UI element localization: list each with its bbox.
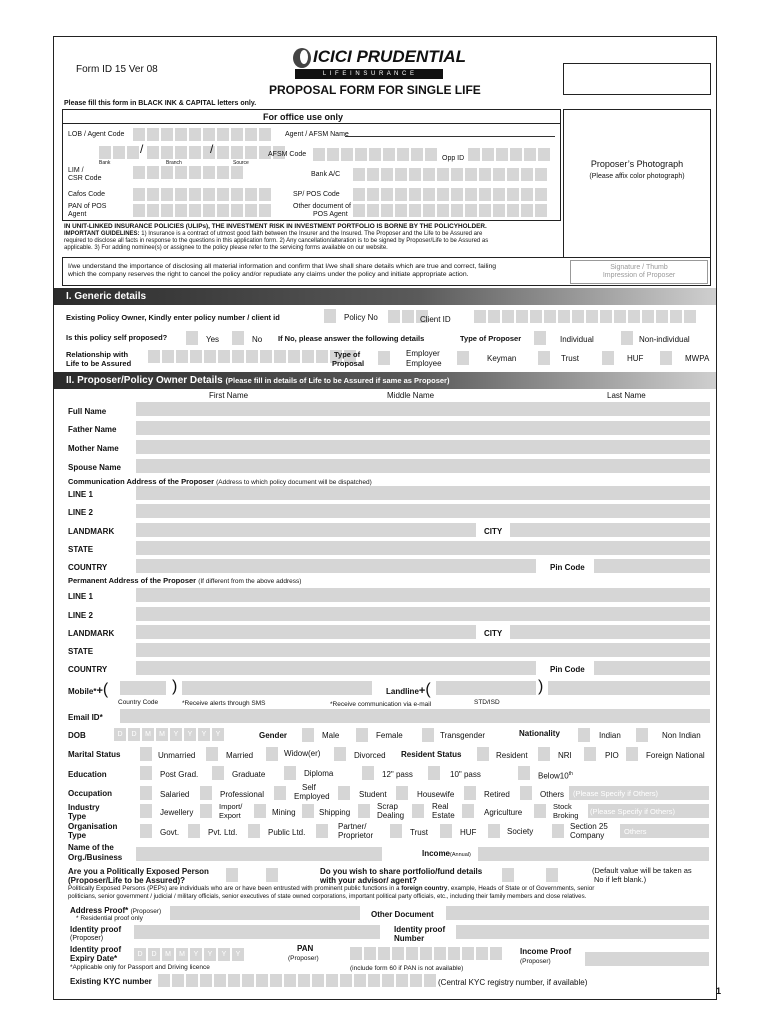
existing-owner-label: Existing Policy Owner, Kindly enter policy number / client id <box>66 313 280 322</box>
spouse-name-label: Spouse Name <box>68 463 121 472</box>
comm-line2-label: LINE 2 <box>68 508 93 517</box>
divorced-checkbox[interactable] <box>334 747 346 761</box>
individual-label: Individual <box>560 335 594 344</box>
perm-state-label: STATE <box>68 647 94 656</box>
pos-agent-label: POS Agent <box>313 211 348 218</box>
foreign-checkbox[interactable] <box>626 747 638 761</box>
landline-number-field[interactable] <box>548 681 710 695</box>
instruction: Please fill this form in BLACK INK & CAPITAL letters only. <box>64 100 257 107</box>
marital-label: Marital Status <box>68 750 121 759</box>
comm-city-field[interactable] <box>510 523 710 537</box>
non-individual-checkbox[interactable] <box>621 331 633 345</box>
csr-label: CSR Code <box>68 175 102 182</box>
resident-label: Resident <box>496 751 528 760</box>
self-proposed-box[interactable] <box>186 331 198 345</box>
office-stamp-box <box>563 63 711 95</box>
self-employed-checkbox[interactable] <box>274 786 286 800</box>
keyman-checkbox[interactable] <box>457 351 469 365</box>
income-proof-field[interactable] <box>585 952 709 966</box>
brand-name: ICICI PRUDENTIAL <box>313 47 466 66</box>
nri-checkbox[interactable] <box>538 747 550 761</box>
default-note1: (Default value will be taken as <box>592 866 692 875</box>
self-yes-label: Yes <box>206 335 220 344</box>
pan-label: PAN <box>297 944 314 953</box>
pep-question1: Are you a Politically Exposed Person <box>68 867 209 876</box>
public-checkbox[interactable] <box>248 824 260 838</box>
pan-boxes[interactable] <box>350 947 502 960</box>
self-employed-label2: Employed <box>294 792 330 801</box>
other-document-field[interactable] <box>446 906 709 920</box>
tenth-label: 10" pass <box>450 770 481 779</box>
comm-state-label: STATE <box>68 545 94 554</box>
housewife-label: Housewife <box>417 790 455 799</box>
bank-ac-boxes[interactable] <box>353 168 547 181</box>
source-label: Source <box>233 160 249 166</box>
pan-pos-boxes[interactable] <box>133 204 271 217</box>
section25-label2: Company <box>570 831 605 840</box>
pep-definition2: politicians, senior government / judicial / military officials, senior executives of state owned corporations, important political party officials, etc., including their family members and close relatives. <box>68 893 587 900</box>
office-use-box: For office use only LOB / Agent Code Agent / AFSM Name / / Bank Branch Source AFSM Code Opp ID LIM / CSR Code Bank A/C Cafos Code SP/ POS Code PAN of POS Agent Other document of POS Agent <box>62 109 561 221</box>
comm-address-heading: Communication Address of the Proposer (Address to which policy document will be dispatched) <box>68 477 372 486</box>
identity-proof-field[interactable] <box>134 925 380 939</box>
graduate-label: Graduate <box>232 770 266 779</box>
address-proof-field[interactable] <box>170 906 360 920</box>
type-proposal-label2: Proposal <box>332 359 365 368</box>
jewellery-label: Jewellery <box>160 808 194 817</box>
below10-checkbox[interactable] <box>518 766 530 780</box>
dob-boxes[interactable]: D D M M Y Y Y Y <box>114 728 224 741</box>
industry-label1: Industry <box>68 803 100 812</box>
declaration-line2: which the company reserves the right to cancel the policy and/or repudiate any claims under the policy and initiate appropriate action. <box>68 271 469 278</box>
opp-id-boxes[interactable] <box>468 148 550 161</box>
perm-line2-field[interactable] <box>136 607 710 621</box>
branch-label: Branch <box>166 160 182 166</box>
last-name-heading: Last Name <box>607 391 646 400</box>
page-title: PROPOSAL FORM FOR SINGLE LIFE <box>269 83 481 97</box>
diploma-checkbox[interactable] <box>284 766 296 780</box>
other-document-label: Other Document <box>371 910 434 919</box>
employer-label1: Employer <box>406 349 440 358</box>
sp-pos-label: SP/ POS Code <box>293 191 340 198</box>
mwpa-label: MWPA <box>685 354 710 363</box>
partner-checkbox[interactable] <box>316 824 328 838</box>
logo-mark-icon <box>291 47 313 69</box>
non-indian-checkbox[interactable] <box>636 728 648 742</box>
type-proposer-label: Type of Proposer <box>460 334 522 343</box>
std-field[interactable] <box>436 681 536 695</box>
country-code-field[interactable] <box>120 681 166 695</box>
others-checkbox[interactable] <box>520 786 532 800</box>
unmarried-checkbox[interactable] <box>140 747 152 761</box>
partner-label2: Proprietor <box>338 831 374 840</box>
branch-boxes[interactable] <box>147 146 215 159</box>
income-proof-note: (Proposer) <box>520 958 551 965</box>
agent-name-label: Agent / AFSM Name <box>285 131 349 138</box>
policy-no-label: Policy No <box>344 313 378 322</box>
professional-label: Professional <box>220 790 265 799</box>
org-huf-checkbox[interactable] <box>440 824 452 838</box>
mother-name-label: Mother Name <box>68 444 119 453</box>
if-no-label: If No, please answer the following details <box>278 334 425 343</box>
photo-box[interactable] <box>563 109 711 258</box>
comm-pin-label: Pin Code <box>550 563 585 572</box>
income-proof-label: Income Proof <box>520 947 572 956</box>
import-checkbox[interactable] <box>200 804 212 818</box>
org-trust-checkbox[interactable] <box>390 824 402 838</box>
transgender-label: Transgender <box>440 731 486 740</box>
other-doc-label: Other document of <box>293 203 351 210</box>
bank-ac-label: Bank A/C <box>311 171 341 178</box>
declaration-box <box>62 257 711 286</box>
comm-line2-field[interactable] <box>136 504 710 518</box>
gender-label: Gender <box>259 731 288 740</box>
org-name-label2: Org./Business <box>68 853 123 862</box>
salaried-checkbox[interactable] <box>140 786 152 800</box>
others-label: Others <box>540 790 565 799</box>
scrap-checkbox[interactable] <box>358 804 370 818</box>
relationship-boxes[interactable] <box>148 350 356 363</box>
female-checkbox[interactable] <box>356 728 368 742</box>
comm-pin-field[interactable] <box>594 559 710 573</box>
perm-pin-field[interactable] <box>594 661 710 675</box>
org-name-field[interactable] <box>136 847 382 861</box>
pep-no-checkbox[interactable] <box>266 868 278 882</box>
identity-number-label2: Number <box>394 934 425 943</box>
agent-label: Agent <box>68 211 87 218</box>
mobile-label: Mobile*+( <box>68 681 109 698</box>
perm-city-field[interactable] <box>510 625 710 639</box>
email-label: Email ID* <box>68 713 103 722</box>
father-name-label: Father Name <box>68 425 117 434</box>
society-label: Society <box>507 827 534 836</box>
declaration-line1: I/we understand the importance of disclosing all material information and confirm that I/we shall share details which are true and correct, failing <box>68 263 497 270</box>
income-label: Income(Annual) <box>422 849 471 858</box>
proposal-form-page <box>53 36 717 1000</box>
others-specify-hint: (Please Specify if Others) <box>573 789 659 798</box>
stock-label1: Stock <box>553 802 572 811</box>
indian-label: Indian <box>599 731 621 740</box>
perm-city-label: CITY <box>484 629 503 638</box>
society-checkbox[interactable] <box>488 824 500 838</box>
middle-name-heading: Middle Name <box>387 391 435 400</box>
expiry-label1: Identity proof <box>70 945 122 954</box>
industry-specify-hint: (Please Specify if Others) <box>590 807 676 816</box>
sp-pos-boxes[interactable] <box>353 188 547 201</box>
self-no-label: No <box>252 335 263 344</box>
pvt-checkbox[interactable] <box>188 824 200 838</box>
occupation-label: Occupation <box>68 789 113 798</box>
pep-yes-checkbox[interactable] <box>226 868 238 882</box>
share-question2: with your advisor/ agent? <box>320 876 417 885</box>
nri-label: NRI <box>558 751 572 760</box>
twelfth-checkbox[interactable] <box>362 766 374 780</box>
guidelines-line2: IMPORTANT GUIDELINES: 1) Insurance is a contract of utmost good faith between the Insurer and the Insured. The Proposer and the Life to be Assured are <box>64 231 483 237</box>
import-label2: Export <box>219 811 241 820</box>
pvt-label: Pvt. Ltd. <box>208 828 238 837</box>
salaried-label: Salaried <box>160 790 190 799</box>
csr-boxes[interactable] <box>133 166 243 179</box>
agriculture-label: Agriculture <box>484 808 523 817</box>
huf-label: HUF <box>627 354 644 363</box>
keyman-label: Keyman <box>487 354 517 363</box>
female-label: Female <box>376 731 403 740</box>
mining-checkbox[interactable] <box>254 804 266 818</box>
shipping-label: Shipping <box>319 808 351 817</box>
email-field[interactable] <box>120 709 710 723</box>
guidelines-line4: applicable. 3) For adding nominee(s) or assignee to the policy please refer to the servicing forms available on our website. <box>64 245 388 251</box>
signature-box[interactable] <box>570 260 708 284</box>
section-proposer-header: II. Proposer/Policy Owner Details (Please fill in details of Life to be Assured if same as Proposer) <box>54 372 716 389</box>
opp-id-label: Opp ID <box>442 155 465 162</box>
perm-address-heading: Permanent Address of the Proposer (If different from the above address) <box>68 576 302 585</box>
form-id: Form ID 15 Ver 08 <box>76 64 158 75</box>
page-number: 1 <box>716 986 722 996</box>
housewife-checkbox[interactable] <box>396 786 408 800</box>
comm-landmark-field[interactable] <box>136 523 476 537</box>
agent-name-line[interactable] <box>345 136 555 137</box>
landline-paren-close: ) <box>538 678 544 695</box>
client-id-label: Client ID <box>420 315 451 324</box>
perm-country-label: COUNTRY <box>68 665 108 674</box>
bank-boxes[interactable] <box>99 146 139 159</box>
govt-checkbox[interactable] <box>140 824 152 838</box>
professional-checkbox[interactable] <box>200 786 212 800</box>
existing-owner-box[interactable] <box>324 309 336 323</box>
std-label: STD/ISD <box>474 699 500 706</box>
section-generic-header: I. Generic details <box>54 288 716 305</box>
cafos-boxes[interactable] <box>133 188 271 201</box>
identity-proof-note: (Proposer) <box>70 935 104 942</box>
org-huf-label: HUF <box>460 828 477 837</box>
public-label: Public Ltd. <box>268 828 306 837</box>
relationship-label2: Life to be Assured <box>66 359 132 368</box>
govt-label: Govt. <box>160 828 180 837</box>
lob-code-boxes[interactable] <box>133 128 271 141</box>
share-yes-checkbox[interactable] <box>502 868 514 882</box>
pio-label: PIO <box>605 751 619 760</box>
cafos-label: Cafos Code <box>68 191 105 198</box>
non-individual-label: Non-individual <box>639 335 690 344</box>
comm-country-label: COUNTRY <box>68 563 108 572</box>
first-name-heading: First Name <box>209 391 249 400</box>
org-type-label2: Type <box>68 831 87 840</box>
address-proof-label: Address Proof* (Proposer) <box>70 906 162 915</box>
shipping-checkbox[interactable] <box>302 804 314 818</box>
signature-hint1: Signature / Thumb <box>610 264 668 271</box>
diploma-label: Diploma <box>304 769 334 778</box>
perm-line2-label: LINE 2 <box>68 611 93 620</box>
kyc-label: Existing KYC number <box>70 977 152 986</box>
retired-label: Retired <box>484 790 510 799</box>
share-no-checkbox[interactable] <box>546 868 558 882</box>
guidelines-line3: required to disclose all facts in response to the questions in this application form. 2) Any cancellation/alteration is to be signed by Proposer/Life to be Assured as <box>64 238 489 244</box>
perm-landmark-label: LANDMARK <box>68 629 115 638</box>
graduate-checkbox[interactable] <box>212 766 224 780</box>
org-name-label1: Name of the <box>68 843 114 852</box>
postgrad-label: Post Grad. <box>160 770 199 779</box>
pan-note: (Proposer) <box>288 955 319 962</box>
married-label: Married <box>226 751 254 760</box>
afsm-label: AFSM Code <box>268 151 307 158</box>
income-field[interactable] <box>478 847 709 861</box>
pep-question2: (Proposer/Life to be Assured)? <box>68 876 186 885</box>
self-employed-label1: Self <box>302 783 316 792</box>
employer-label2: Employee <box>406 359 442 368</box>
transgender-checkbox[interactable] <box>422 728 434 742</box>
trust-checkbox[interactable] <box>538 351 550 365</box>
scrap-label1: Scrap <box>377 802 398 811</box>
residential-only-note: * Residential proof only <box>76 915 143 922</box>
pan-pos-label: PAN of POS <box>68 203 107 210</box>
identity-number-field[interactable] <box>456 925 709 939</box>
lim-label: LIM / <box>68 167 84 174</box>
unmarried-label: Unmarried <box>158 751 196 760</box>
comm-country-field[interactable] <box>136 559 536 573</box>
pep-definition1: Politically Exposed Persons (PEPs) are individuals who are or have been entrusted with prominent public functions in a foreign country, example, Heads of State or of Governments, senior <box>68 885 595 892</box>
other-doc-boxes[interactable] <box>353 204 547 217</box>
comm-city-label: CITY <box>484 527 503 536</box>
perm-pin-label: Pin Code <box>550 665 585 674</box>
kyc-boxes[interactable] <box>158 974 436 987</box>
non-indian-label: Non Indian <box>662 731 701 740</box>
org-others-hint: Others <box>624 827 647 836</box>
nationality-label: Nationality <box>519 729 560 738</box>
industry-label2: Type <box>68 812 87 821</box>
section25-checkbox[interactable] <box>552 824 564 838</box>
full-name-field[interactable] <box>136 402 710 416</box>
perm-line1-field[interactable] <box>136 588 710 602</box>
photo-label: Proposer’s Photograph <box>590 159 684 169</box>
bank-label: Bank <box>99 160 111 166</box>
real-estate-label2: Estate <box>432 811 455 820</box>
perm-country-field[interactable] <box>136 661 536 675</box>
male-checkbox[interactable] <box>302 728 314 742</box>
stock-label2: Broking <box>553 811 579 820</box>
office-heading: For office use only <box>263 112 344 122</box>
postgrad-checkbox[interactable] <box>140 766 152 780</box>
stock-checkbox[interactable] <box>534 804 546 818</box>
foreign-label: Foreign National <box>646 751 705 760</box>
mining-label: Mining <box>272 808 296 817</box>
full-name-label: Full Name <box>68 407 107 416</box>
trust-label: Trust <box>561 354 579 363</box>
org-type-label1: Organisation <box>68 822 118 831</box>
real-estate-label1: Real <box>432 802 449 811</box>
pio-checkbox[interactable] <box>584 747 596 761</box>
relationship-label1: Relationship with <box>66 350 129 359</box>
divorced-label: Divorced <box>354 751 386 760</box>
student-label: Student <box>359 790 387 799</box>
huf-checkbox[interactable] <box>602 351 614 365</box>
country-code-label: Country Code <box>118 699 159 706</box>
perm-line1-label: LINE 1 <box>68 592 93 601</box>
indian-checkbox[interactable] <box>578 728 590 742</box>
mother-name-field[interactable] <box>136 440 710 454</box>
student-checkbox[interactable] <box>338 786 350 800</box>
section25-label1: Section 25 <box>570 822 608 831</box>
comm-state-field[interactable] <box>136 541 710 555</box>
photo-sub: (Please affix color photograph) <box>589 173 685 180</box>
comm-landmark-label: LANDMARK <box>68 527 115 536</box>
import-label1: Import/ <box>219 802 243 811</box>
dob-label: DOB <box>68 731 86 740</box>
partner-label1: Partner/ <box>338 822 367 831</box>
email-comm-note: *Receive communication via e-mail <box>330 701 432 708</box>
tenth-checkbox[interactable] <box>428 766 440 780</box>
afsm-boxes[interactable] <box>313 148 437 161</box>
passport-note: *Applicable only for Passport and Driving licence <box>70 964 210 971</box>
agriculture-checkbox[interactable] <box>462 804 474 818</box>
scrap-label2: Dealing <box>377 811 405 820</box>
married-checkbox[interactable] <box>206 747 218 761</box>
twelfth-label: 12" pass <box>382 770 413 779</box>
share-question1: Do you wish to share portfolio/fund details <box>320 867 483 876</box>
identity-number-label1: Identity proof <box>394 925 446 934</box>
employer-checkbox[interactable] <box>378 351 390 365</box>
resident-status-label: Resident Status <box>401 750 462 759</box>
comm-line1-field[interactable] <box>136 486 710 500</box>
below10-label: Below10th <box>538 771 573 781</box>
widow-checkbox[interactable] <box>266 747 278 761</box>
individual-checkbox[interactable] <box>534 331 546 345</box>
male-label: Male <box>322 731 340 740</box>
type-proposal-label1: Type of <box>334 350 361 359</box>
kyc-note: (Central KYC registry number, if available) <box>438 978 588 987</box>
retired-checkbox[interactable] <box>464 786 476 800</box>
org-trust-label: Trust <box>410 828 428 837</box>
education-label: Education <box>68 770 107 779</box>
self-proposed-label: Is this policy self proposed? <box>66 333 168 342</box>
mwpa-checkbox[interactable] <box>660 351 672 365</box>
landline-label: Landline+( <box>386 681 431 698</box>
self-yes-checkbox[interactable] <box>232 331 244 345</box>
father-name-field[interactable] <box>136 421 710 435</box>
perm-state-field[interactable] <box>136 643 710 657</box>
widow-label: Widow(er) <box>284 749 321 758</box>
comm-line1-label: LINE 1 <box>68 490 93 499</box>
mobile-number-field[interactable] <box>182 681 372 695</box>
sms-alert-note: *Receive alerts through SMS <box>182 700 266 707</box>
ulip-notice: IN UNIT-LINKED INSURANCE POLICIES (ULIPs), THE INVESTMENT RISK IN INVESTMENT PORTFOLIO IS BORNE BY THE POLICYHOLDER. <box>64 223 487 230</box>
form60-note: (include form 60 if PAN is not available) <box>350 965 464 972</box>
client-id-boxes[interactable] <box>474 310 696 323</box>
identity-proof-label: Identity proof <box>70 925 122 934</box>
default-note2: No if left blank.) <box>594 875 647 884</box>
signature-hint2: Impression of Proposer <box>602 272 676 279</box>
expiry-label2: Expiry Date* <box>70 954 118 963</box>
lob-label: LOB / Agent Code <box>68 131 125 138</box>
brand-sub: L I F E I N S U R A N C E <box>295 69 443 79</box>
resident-checkbox[interactable] <box>477 747 489 761</box>
perm-landmark-field[interactable] <box>136 625 476 639</box>
jewellery-checkbox[interactable] <box>140 804 152 818</box>
expiry-date-boxes[interactable]: D D M M Y Y Y Y <box>134 948 244 961</box>
mobile-paren-close: ) <box>172 678 178 695</box>
icici-logo <box>291 45 471 79</box>
real-estate-checkbox[interactable] <box>412 804 424 818</box>
spouse-name-field[interactable] <box>136 459 710 473</box>
